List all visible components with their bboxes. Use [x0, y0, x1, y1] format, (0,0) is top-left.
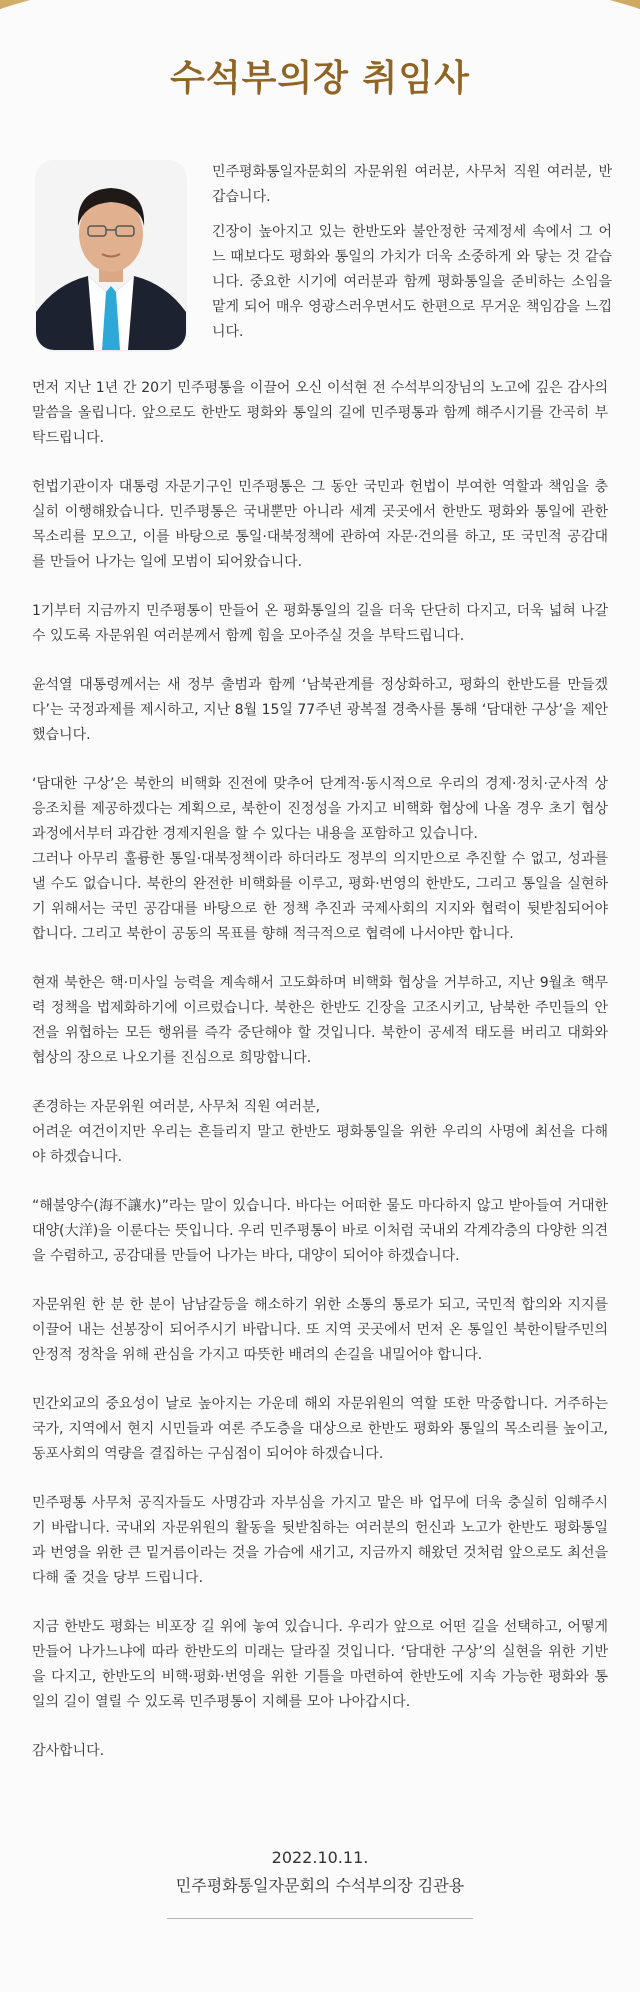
speech-paragraph: “해불양수(海不讓水)”라는 말이 있습니다. 바다는 어떠한 물도 마다하지 않고 받아들여 거대한 대양(大洋)을 이룬다는 뜻입니다. 우리 민주평통이 바로 이처럼 국내외 각계각층의 다양한 의견을 수렴하고, 공감대를 만들어 나가는 바다, 대양이 되어야 하겠습니다.	[32, 1198, 608, 1264]
speech-paragraph: 현재 북한은 핵·미사일 능력을 계속해서 고도화하며 비핵화 협상을 거부하고, 지난 9월초 핵무력 정책을 법제화하기에 이르렀습니다. 북한은 한반도 긴장을 고조시키고, 남북한 주민들의 안전을 위협하는 모든 행위를 즉각 중단해야 할 것입니다. 북한이 공세적 태도를 버리고 대화와 협상의 장으로 나오기를 진심으로 희망합니다.	[32, 975, 608, 1066]
speech-paragraph: 존경하는 자문위원 여러분, 사무처 직원 여러분,	[32, 1099, 321, 1115]
speech-paragraph: 그러나 아무리 훌륭한 통일·대북정책이라 하더라도 정부의 의지만으로 추진할 수 없고, 성과를 낼 수도 없습니다. 북한의 완전한 비핵화를 이루고, 평화·번영의 한반도, 그리고 통일을 실현하기 위해서는 국민 공감대를 바탕으로 한 정책 추진과 국제사회의 지지와 협력이 뒷받침되어야 합니다. 그리고 북한이 공동의 목표를 향해 적극적으로 협력에 나서야만 합니다.	[32, 851, 608, 942]
signature-block	[0, 1844, 640, 1900]
signature-divider	[167, 1918, 473, 1919]
signature-date: 2022.10.11.	[271, 1848, 369, 1867]
intro-text	[212, 160, 612, 355]
page-title: 수석부의장 취임사	[170, 57, 470, 99]
speech-paragraph: 민간외교의 중요성이 날로 높아지는 가운데 해외 자문위원의 역할 또한 막중합니다. 거주하는 국가, 지역에서 현지 시민들과 여론 주도층을 대상으로 한반도 평화와 통일의 목소리를 높이고, 동포사회의 역량을 결집하는 구심점이 되어야 하겠습니다.	[32, 1396, 608, 1462]
speech-paragraph: 윤석열 대통령께서는 새 정부 출범과 함께 ‘남북관계를 정상화하고, 평화의 한반도를 만들겠다’는 국정과제를 제시하고, 지난 8월 15일 77주년 광복절 경축사를 통해 ‘담대한 구상’을 제안했습니다.	[32, 677, 608, 743]
speech-paragraph: 감사합니다.	[32, 1743, 105, 1759]
speech-paragraph: ‘담대한 구상’은 북한의 비핵화 진전에 맞추어 단계적·동시적으로 우리의 경제·정치·군사적 상응조치를 제공하겠다는 계획으로, 북한이 진정성을 가지고 비핵화 협상에 나올 경우 초기 협상 과정에서부터 과감한 경제지원을 할 수 있다는 내용을 포함하고 있습니다.	[32, 776, 608, 842]
speech-paragraph: 헌법기관이자 대통령 자문기구인 민주평통은 그 동안 국민과 헌법이 부여한 역할과 책임을 충실히 이행해왔습니다. 민주평통은 국내뿐만 아니라 세계 곳곳에서 한반도 평화와 통일에 관한 목소리를 모으고, 이를 바탕으로 통일·대북정책에 관하여 자문·건의를 하고, 또 국민적 공감대를 만들어 나가는 일에 모범이 되어왔습니다.	[32, 479, 608, 570]
speech-paragraph: 1기부터 지금까지 민주평통이 만들어 온 평화통일의 길을 더욱 단단히 다지고, 더욱 넓혀 나갈 수 있도록 자문위원 여러분께서 함께 힘을 모아주실 것을 부탁드립니다.	[32, 603, 608, 644]
portrait-illustration	[36, 160, 186, 350]
speech-body	[32, 376, 608, 1788]
intro-paragraph: 민주평화통일자문회의 자문위원 여러분, 사무처 직원 여러분, 반갑습니다.	[212, 164, 612, 205]
intro-paragraph: 긴장이 높아지고 있는 한반도와 불안정한 국제정세 속에서 그 어느 때보다도 평화와 통일의 가치가 더욱 소중하게 와 닿는 것 같습니다. 중요한 시기에 여러분과 함께 평화통일을 준비하는 소임을 맡게 되어 매우 영광스러우면서도 한편으로 무거운 책임감을 느낍니다.	[212, 224, 612, 340]
speech-paragraph: 자문위원 한 분 한 분이 남남갈등을 해소하기 위한 소통의 통로가 되고, 국민적 합의와 지지를 이끌어 내는 선봉장이 되어주시기 바랍니다. 또 지역 곳곳에서 먼저 온 통일인 북한이탈주민의 안정적 정착을 위해 관심을 가지고 따뜻한 배려의 손길을 내밀어야 합니다.	[32, 1297, 608, 1363]
speech-paragraph: 먼저 지난 1년 간 20기 민주평통을 이끌어 오신 이석현 전 수석부의장님의 노고에 깊은 감사의 말씀을 올립니다. 앞으로도 한반도 평화와 통일의 길에 민주평통과 함께 해주시기를 간곡히 부탁드립니다.	[32, 380, 608, 446]
portrait-photo	[36, 160, 186, 350]
signature-signer: 민주평화통일자문회의 수석부의장 김관용	[175, 1876, 465, 1895]
speech-paragraph: 어려운 여건이지만 우리는 흔들리지 말고 한반도 평화통일을 위한 우리의 사명에 최선을 다해야 하겠습니다.	[32, 1124, 608, 1165]
speech-paragraph: 민주평통 사무처 공직자들도 사명감과 자부심을 가지고 맡은 바 업무에 더욱 충실히 임해주시기 바랍니다. 국내외 자문위원의 활동을 뒷받침하는 여러분의 헌신과 노고가 한반도 평화통일과 번영을 위한 큰 밑거름이라는 것을 가슴에 새기고, 지금까지 해왔던 것처럼 앞으로도 최선을 다해 줄 것을 당부 드립니다.	[32, 1495, 608, 1586]
speech-paragraph: 지금 한반도 평화는 비포장 길 위에 놓여 있습니다. 우리가 앞으로 어떤 길을 선택하고, 어떻게 만들어 나가느냐에 따라 한반도의 미래는 달라질 것입니다. ‘담대한 구상’의 실현을 위한 기반을 다지고, 한반도의 비핵·평화·번영을 위한 기틀을 마련하여 한반도에 지속 가능한 평화와 통일의 길이 열릴 수 있도록 민주평통이 지혜를 모아 나아갑시다.	[32, 1619, 608, 1710]
